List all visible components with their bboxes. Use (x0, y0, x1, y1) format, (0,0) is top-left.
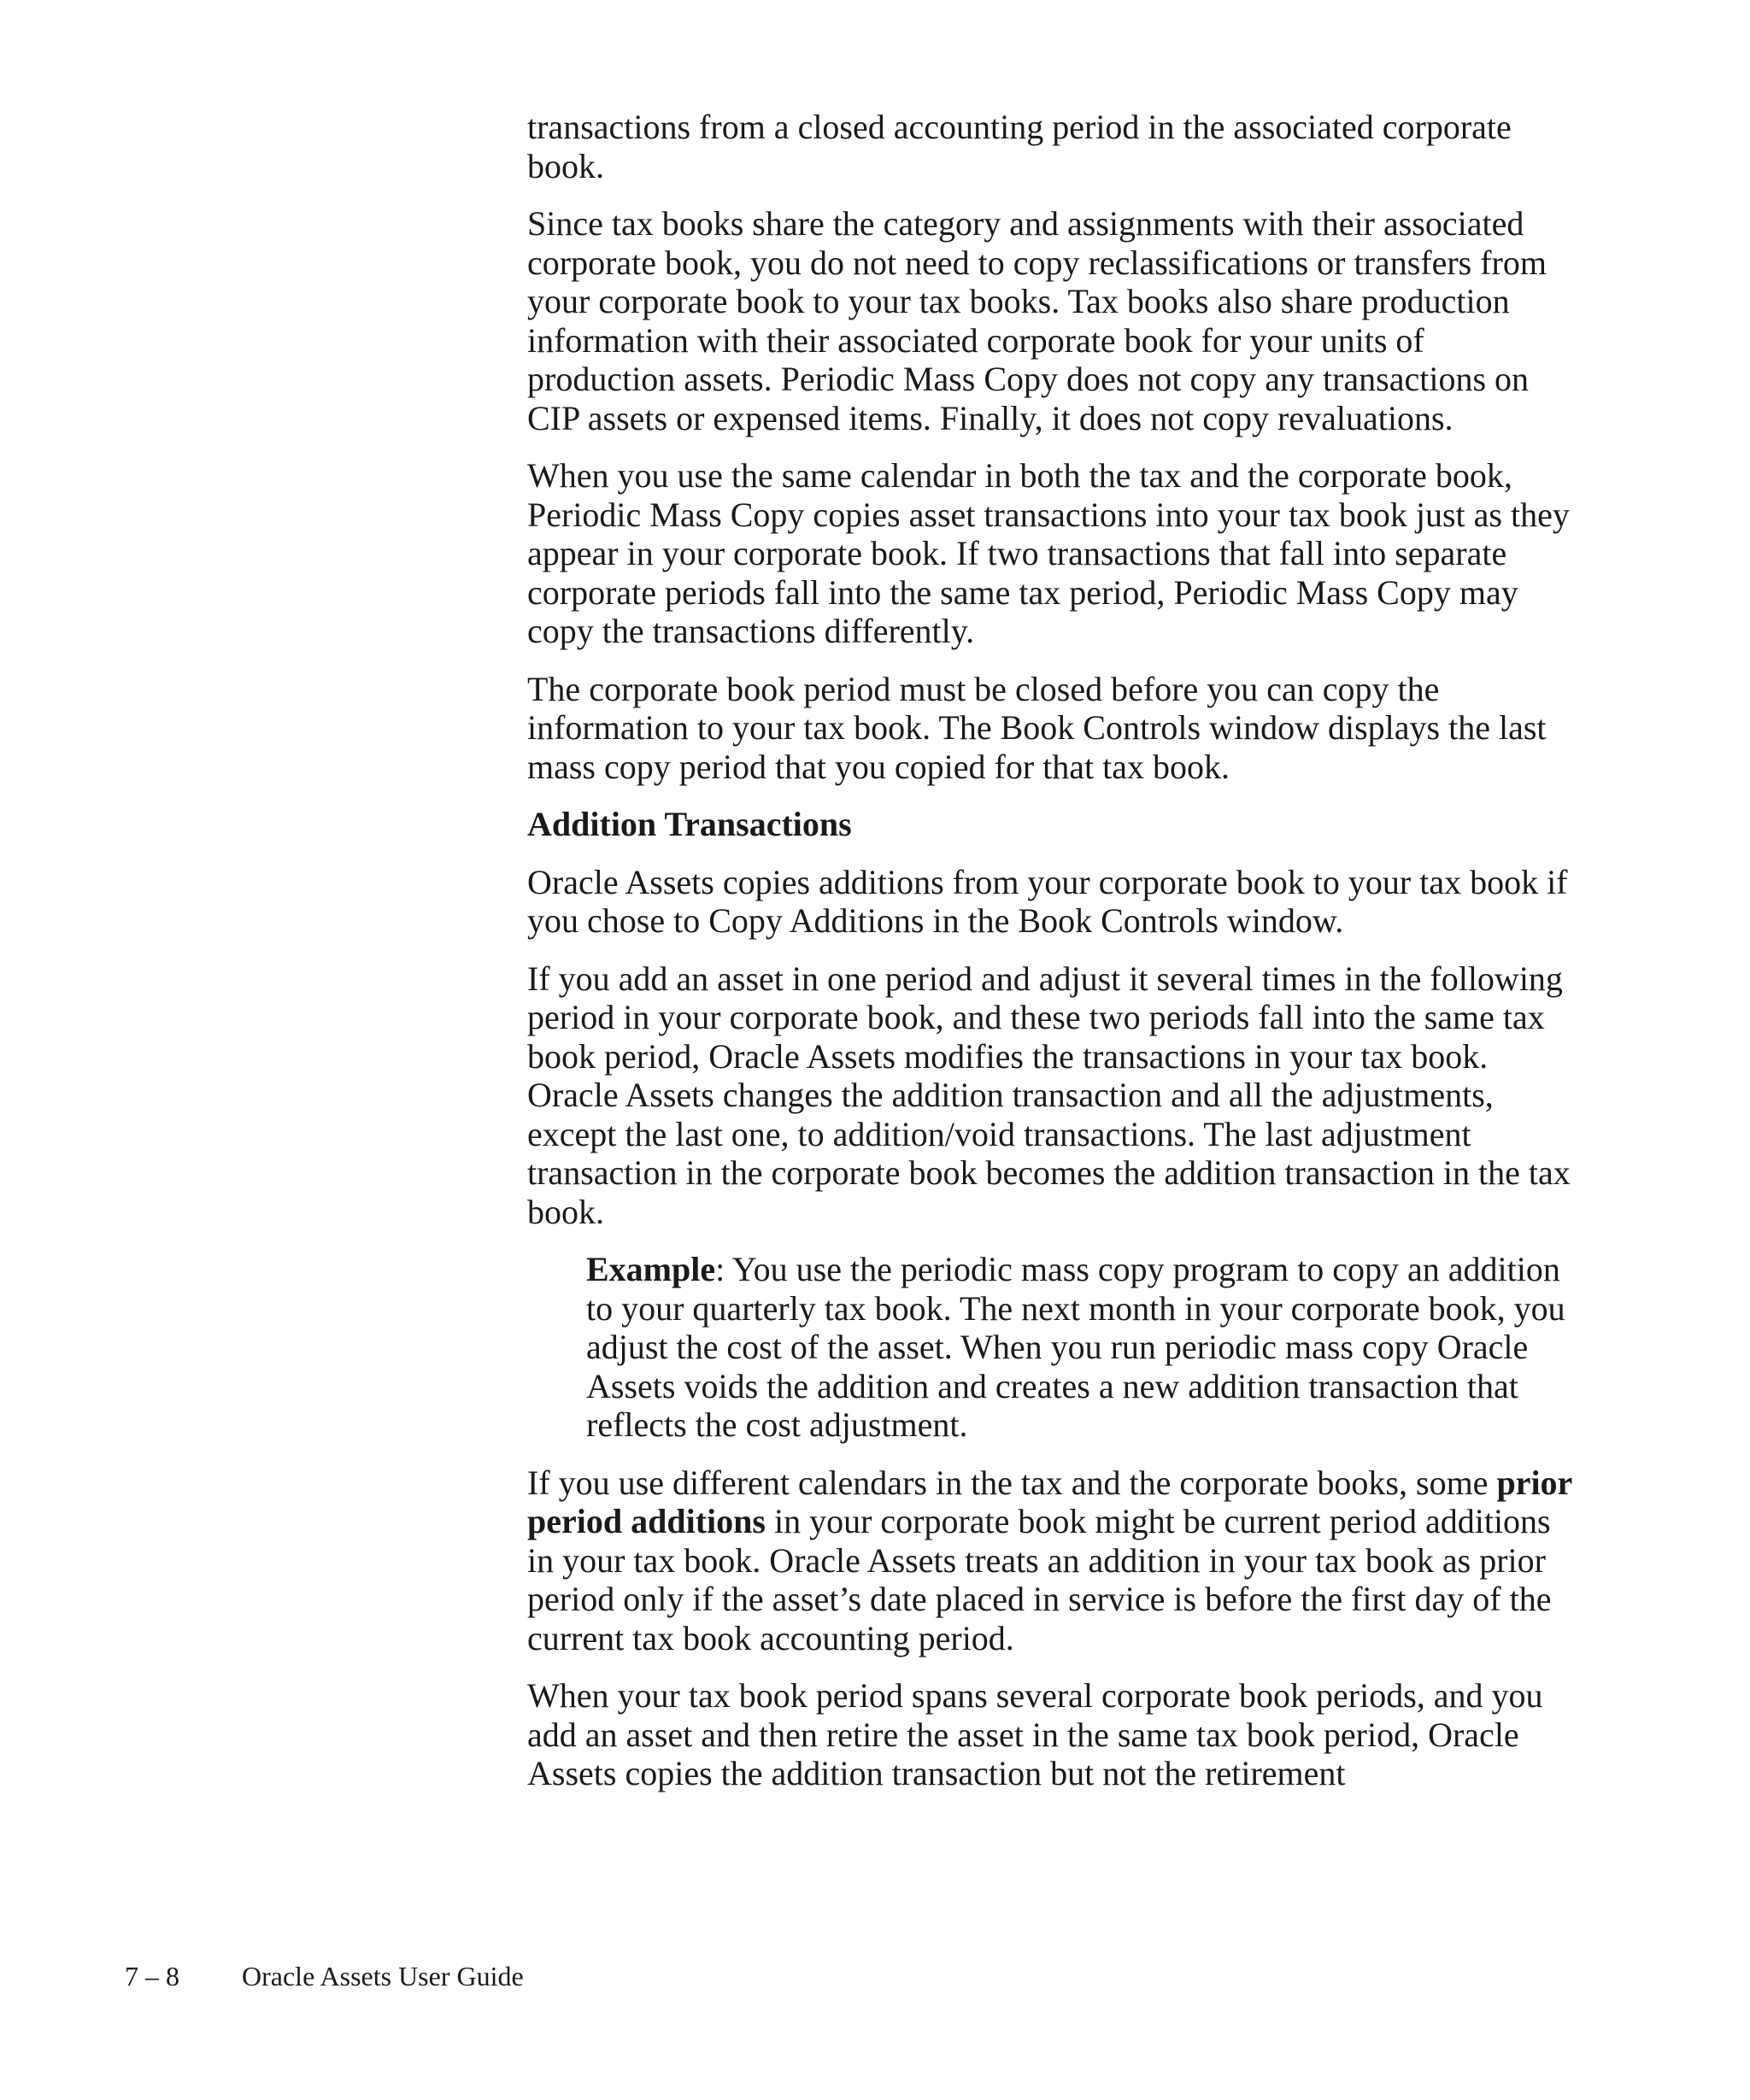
example-label: Example (586, 1250, 716, 1288)
example-text: : You use the periodic mass copy program to copy an addition to your quarterly tax book. The next month in your corporate book, you adjust the cost of the asset. When you run periodic mass copy Oracle Assets voids the addition and creates a new addition transaction that reflects the cost adjustment. (586, 1250, 1565, 1444)
book-title: Oracle Assets User Guide (242, 1961, 524, 1991)
page-footer (125, 1960, 524, 1992)
prior-period-additions-term: prior period additions (527, 1463, 1572, 1540)
paragraph-closed-period: transactions from a closed accounting period in the associated corporate book. (527, 108, 1512, 185)
paragraph-same-calendar: When you use the same calendar in both the tax and the corporate book, Periodic Mass Copy copies asset transactions into your tax book just as they appear in your corporate book. If two transactions that fall into separate corporate periods fall into the same tax period, Periodic Mass Copy may copy the transactions differently. (527, 456, 1570, 650)
example-paragraph (586, 1250, 1578, 1445)
paragraph-period-closed: The corporate book period must be closed before you can copy the information to your tax book. The Book Controls window displays the last mass copy period that you copied for that tax book. (527, 669, 1547, 786)
section-heading-addition-transactions: Addition Transactions (527, 805, 852, 843)
paragraph-copy-additions: Oracle Assets copies additions from your corporate book to your tax book if you chose to Copy Additions in the Book Controls window. (527, 862, 1568, 940)
paragraph-adjust-several-times: If you add an asset in one period and adjust it several times in the following period in your corporate book, and these two periods fall into the same tax book period, Oracle Assets modifies the transactions in your tax book. Oracle Assets changes the addition transaction and all the adjustments, except the last one, to addition/void transactions. The last adjustment transaction in the corporate book becomes the addition transaction in the tax book. (527, 959, 1571, 1231)
paragraph-shared-category: Since tax books share the category and assignments with their associated corporate book, you do not need to copy reclassifications or transfers from your corporate book to your tax books. Tax books also share production information with their associated corporate book for your units of production assets. Periodic Mass Copy does not copy any transactions on CIP assets or expensed items. Finally, it does not copy revaluations. (527, 204, 1547, 437)
page-body (527, 108, 1578, 1812)
different-calendars-lead: If you use different calendars in the tax and the corporate books, some (527, 1463, 1497, 1502)
paragraph-retire-same-period: When your tax book period spans several corporate book periods, and you add an asset and then retire the asset in the same tax book period, Oracle Assets copies the addition transaction but not the retirement (527, 1676, 1543, 1792)
page-number: 7 – 8 (125, 1961, 179, 1991)
different-calendars-rest: in your corporate book might be current period additions in your tax book. Oracle Assets treats an addition in your tax book as prior period only if the asset’s date placed in service is before the first day of the current tax book accounting period. (527, 1502, 1552, 1657)
paragraph-different-calendars (527, 1464, 1578, 1658)
